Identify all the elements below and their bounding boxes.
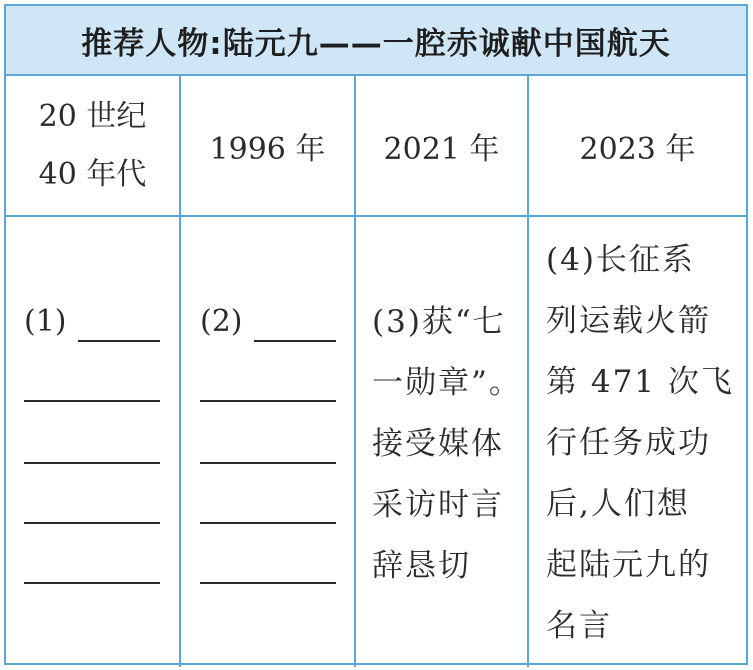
cell-2023-line: 起陆元九的 — [546, 547, 711, 583]
header-1940s-line1: 20 世纪 — [38, 99, 147, 134]
cell-2021-text — [372, 292, 522, 597]
cell-2021-line: 采访时言 — [372, 487, 504, 523]
header-cell-1940s — [6, 76, 179, 216]
header-2021: 2021 年 — [383, 132, 500, 167]
answer-blank-2-line-3[interactable] — [200, 462, 336, 464]
cell-2023-line: 列运载火箭 — [546, 303, 711, 339]
answer-blank-1-line-5[interactable] — [24, 582, 160, 584]
answer-blank-2-line-1[interactable] — [254, 340, 336, 342]
header-cell-1996 — [181, 76, 354, 216]
cell-2023-text — [546, 230, 746, 657]
cell-2023-line: 名言 — [546, 608, 612, 644]
answer-blank-1-line-2[interactable] — [24, 400, 160, 402]
cell-2021-line: (3)获“七 — [372, 304, 506, 340]
cell-2023-line: 后,人们想 — [546, 486, 690, 522]
answer-blank-1-line-3[interactable] — [24, 462, 160, 464]
answer-label-1: (1) — [24, 304, 67, 339]
answer-blank-2-line-5[interactable] — [200, 582, 336, 584]
cell-2021-line: 接受媒体 — [372, 426, 504, 462]
header-2023: 2023 年 — [579, 132, 696, 167]
answer-blank-1-line-1[interactable] — [78, 340, 160, 342]
answer-blank-1-line-4[interactable] — [24, 522, 160, 524]
table-title-row — [6, 6, 746, 76]
cell-2023-line: (4)长征系 — [546, 242, 695, 278]
cell-2023-line: 第 471 次飞 — [546, 364, 734, 400]
header-1940s-line2: 40 年代 — [38, 157, 147, 192]
header-cell-2021 — [356, 76, 527, 216]
header-1996: 1996 年 — [209, 132, 326, 167]
history-table — [4, 4, 748, 665]
answer-blank-2-line-2[interactable] — [200, 400, 336, 402]
answer-blank-2-line-4[interactable] — [200, 522, 336, 524]
cell-2021-line: 辞恳切 — [372, 548, 471, 584]
cell-2023-line: 行任务成功 — [546, 425, 711, 461]
cell-2021-line: 一勋章”。 — [372, 365, 522, 401]
answer-label-2: (2) — [200, 304, 243, 339]
header-cell-2023 — [529, 76, 746, 216]
table-title: 推荐人物:陆元九——一腔赤诚献中国航天 — [81, 25, 671, 62]
